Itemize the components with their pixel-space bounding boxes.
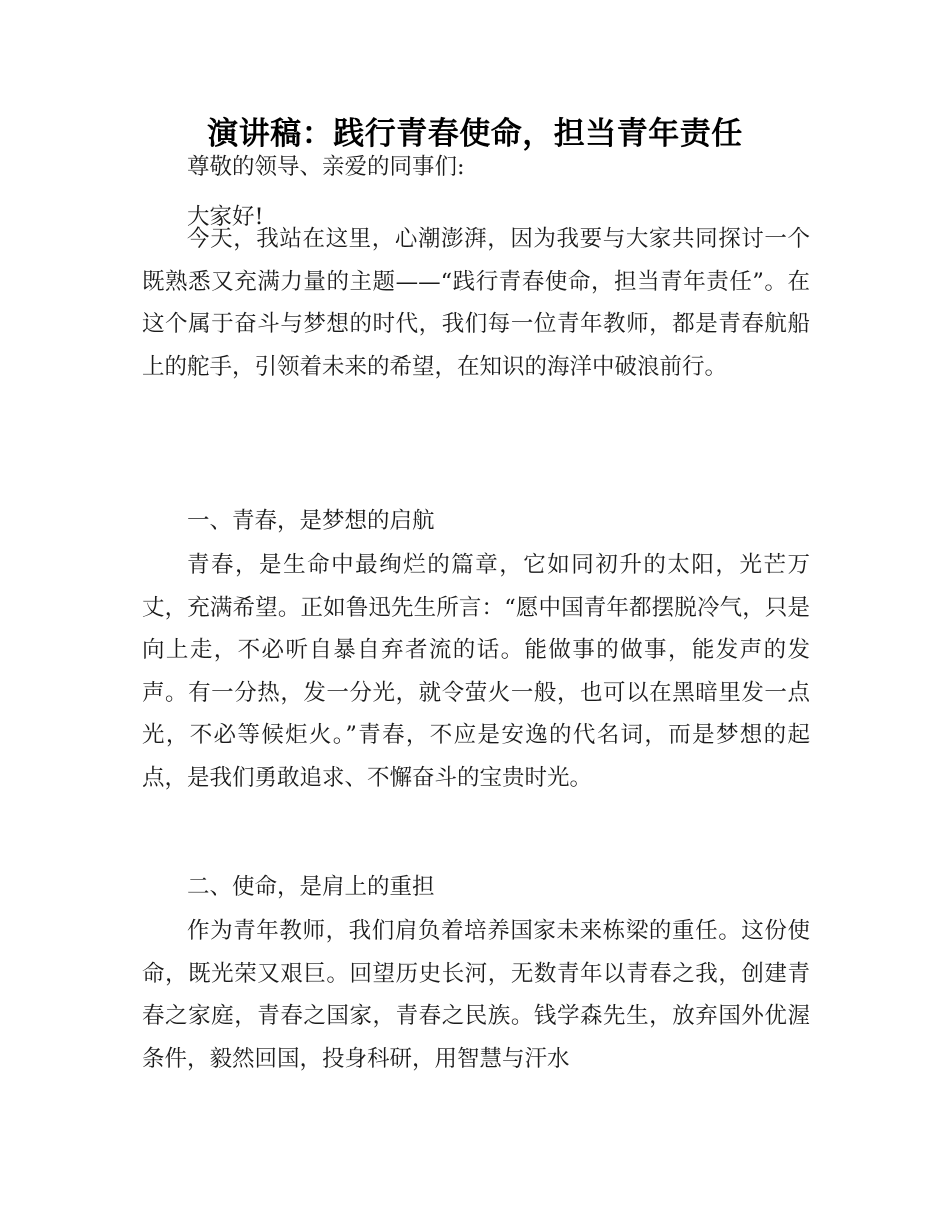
section-paragraph-youth: 青春，是生命中最绚烂的篇章，它如同初升的太阳，光芒万丈，充满希望。正如鲁迅先生所言：“愿中国青年都摆脱冷气，只是向上走，不必听自暴自弃者流的话。能做事的做事，能发声的发声。有一分热，发一分光，就令萤火一般，也可以在黑暗里发一点光，不必等候炬火。”青春，不应是安逸的代名词，而是梦想的起点，是我们勇敢追求、不懈奋斗的宝贵时光。 [142, 552, 810, 791]
section-paragraph-mission: 作为青年教师，我们肩负着培养国家未来栋梁的重任。这份使命，既光荣又艰巨。回望历史长河，无数青年以青春之我，创建青春之家庭，青春之国家，青春之民族。钱学森先生，放弃国外优渥条件，毅然回国，投身科研，用智慧与汗水 [142, 918, 810, 1072]
hello-paragraph: 大家好! [187, 204, 264, 230]
greeting-paragraph: 尊敬的领导、亲爱的同事们: [187, 154, 465, 180]
section-heading-mission: 二、使命，是肩上的重担 [187, 874, 435, 900]
document-title: 演讲稿：践行青春使命，担当青年责任 [207, 116, 743, 152]
intro-paragraph: 今天，我站在这里，心潮澎湃，因为我要与大家共同探讨一个既熟悉又充满力量的主题——“践行青春使命，担当青年责任”。在这个属于奋斗与梦想的时代，我们每一位青年教师，都是青春航船上的舵手，引领着未来的希望，在知识的海洋中破浪前行。 [142, 226, 810, 380]
section-heading-youth: 一、青春，是梦想的启航 [187, 508, 435, 534]
